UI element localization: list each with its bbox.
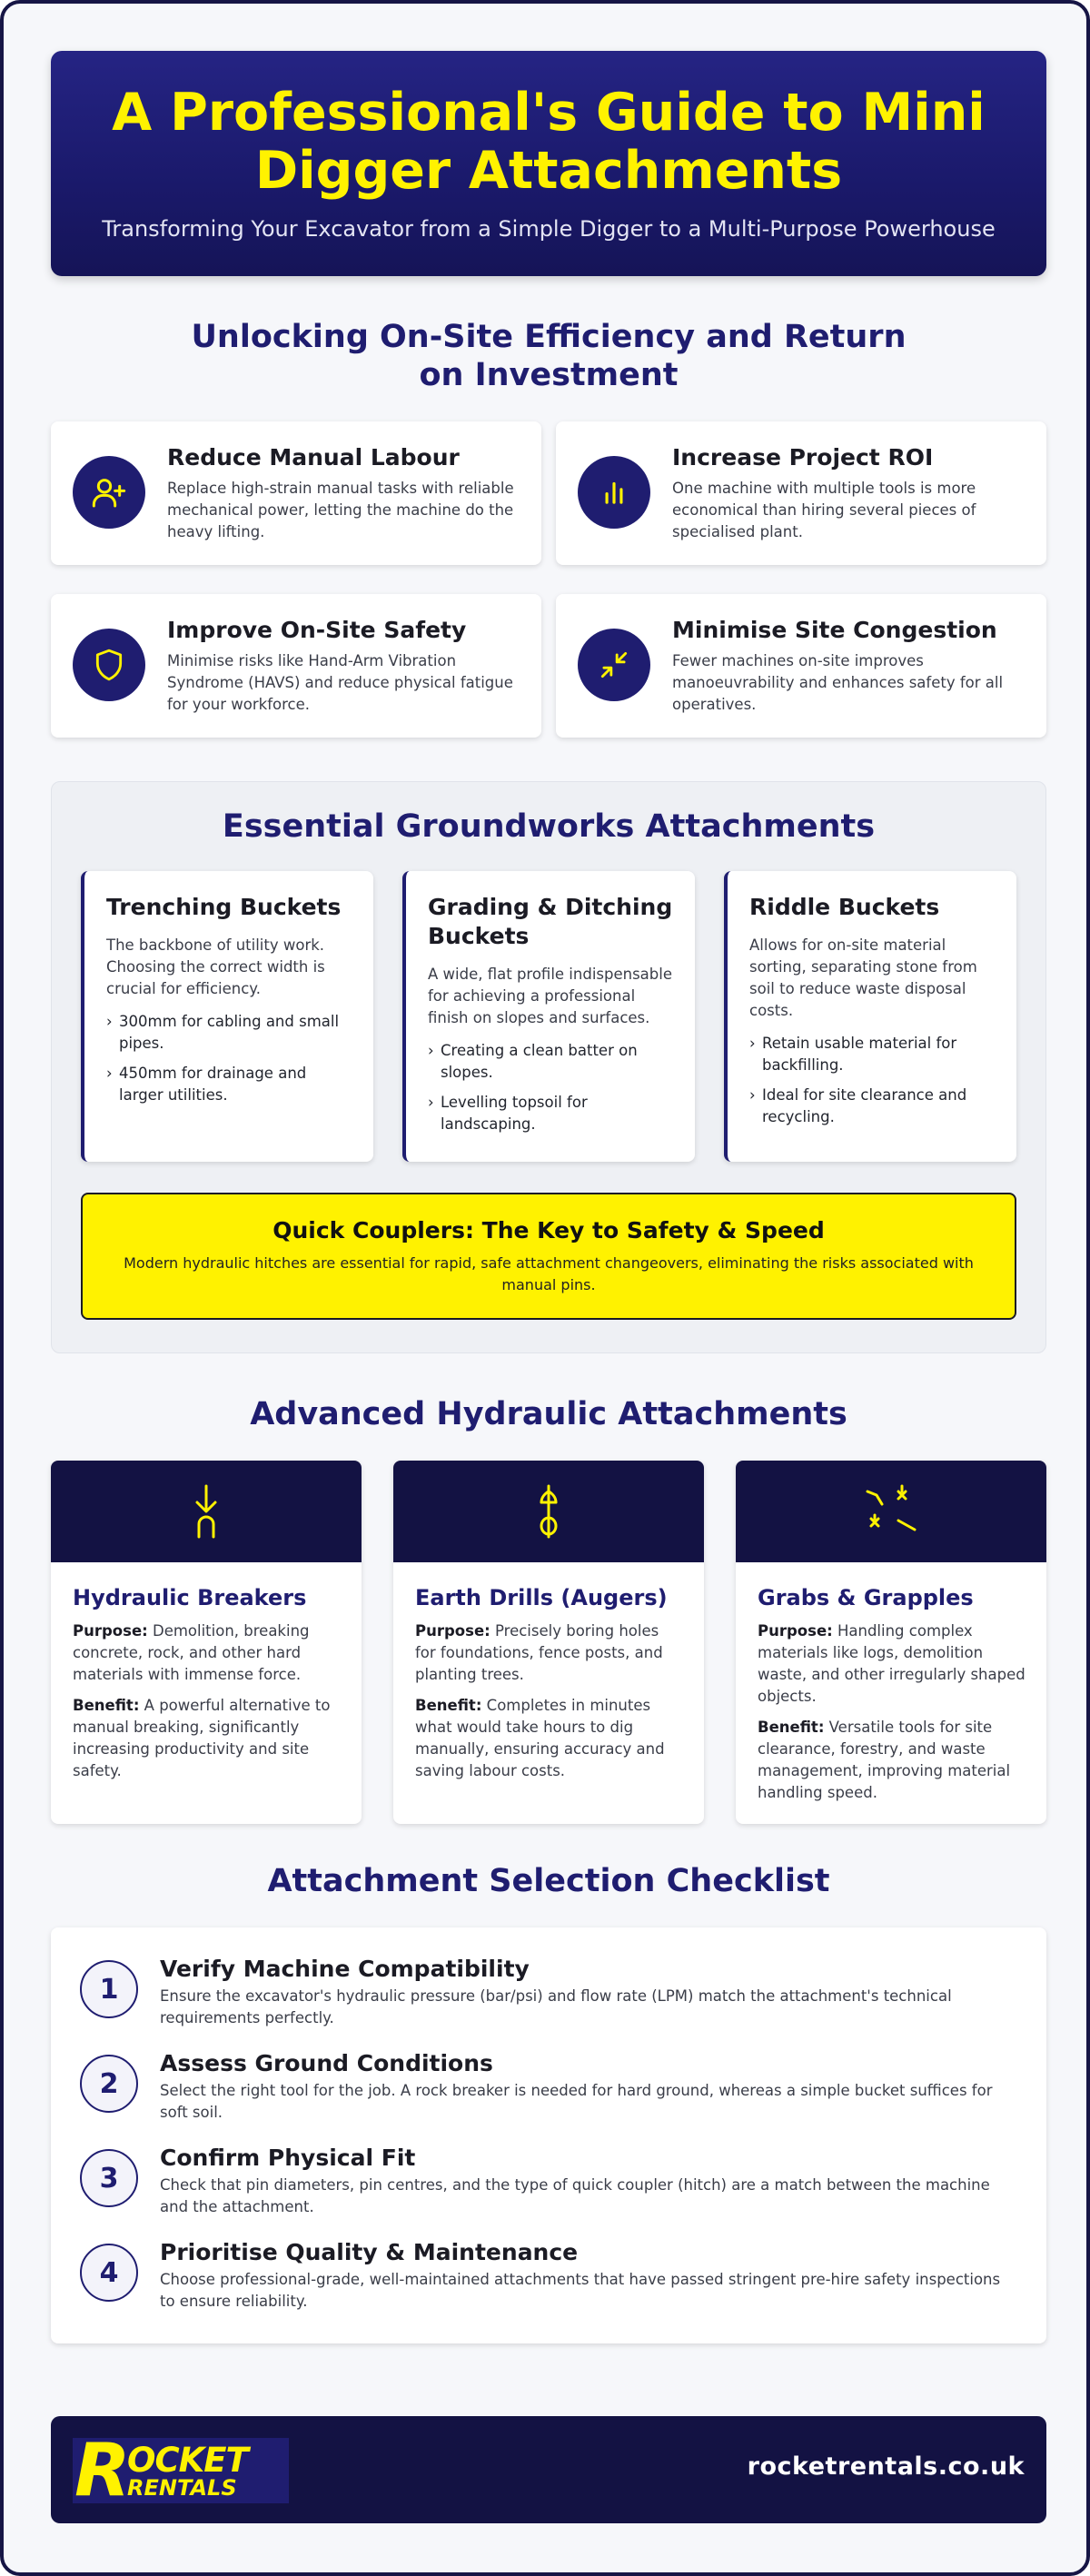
hydraulic-title: Advanced Hydraulic Attachments	[250, 1396, 847, 1432]
list-item: › Retain usable material for backfilling.	[749, 1033, 995, 1076]
benefit-label: Benefit:	[758, 1719, 825, 1736]
grapple-icon	[862, 1482, 920, 1541]
checklist-card	[51, 1927, 1046, 2343]
step-number: 1	[80, 1960, 138, 2018]
purpose-label: Purpose:	[758, 1622, 833, 1640]
groundworks-card-text: The backbone of utility work. Choosing the correct width is crucial for efficiency.	[106, 936, 325, 997]
checklist-item-text: Choose professional-grade, well-maintained attachments that have passed stringent pre-hire safety inspections to ensure reliability.	[160, 2271, 1001, 2310]
groundworks-card-trenching	[81, 871, 373, 1162]
groundworks-card-points	[428, 1040, 673, 1135]
page-title: A Professional's Guide to Mini Digger Attachments	[112, 83, 986, 201]
website-link[interactable]: rocketrentals.co.uk	[747, 2452, 1025, 2481]
step-number: 3	[80, 2149, 138, 2207]
callout-title: Quick Couplers: The Key to Safety & Speed	[272, 1217, 825, 1243]
benefit-card-congestion	[556, 594, 1046, 738]
hydraulic-card-drills	[393, 1461, 704, 1824]
checklist-item-text: Ensure the excavator's hydraulic pressure (bar/psi) and flow rate (LPM) match the attachment's technical requirements perfectly.	[160, 1987, 952, 2026]
step-number: 4	[80, 2244, 138, 2302]
purpose-text: Handling complex materials like logs, demolition waste, and other irregularly shaped objects.	[758, 1622, 1026, 1705]
hydraulic-card-title: Earth Drills (Augers)	[415, 1585, 668, 1610]
checklist-item-title: Assess Ground Conditions	[160, 2050, 493, 2076]
page-subtitle: Transforming Your Excavator from a Simple Digger to a Multi-Purpose Powerhouse	[102, 216, 996, 242]
hydraulic-card-header	[736, 1461, 1046, 1562]
bar-chart-icon	[578, 456, 650, 529]
logo-r: R	[74, 2428, 131, 2512]
groundworks-card-title: Riddle Buckets	[749, 894, 940, 920]
hydraulic-purpose	[415, 1620, 684, 1686]
checklist-item	[80, 1955, 1017, 2049]
hydraulic-card-header	[51, 1461, 362, 1562]
purpose-label: Purpose:	[415, 1622, 490, 1640]
benefit-text: Replace high-strain manual tasks with reliable mechanical power, letting the machine do the heavy lifting.	[167, 480, 514, 540]
hydraulic-card-breakers	[51, 1461, 362, 1824]
list-item: › 300mm for cabling and small pipes.	[106, 1011, 352, 1055]
purpose-text: Precisely boring holes for foundations, fence posts, and planting trees.	[415, 1622, 663, 1683]
benefit-card-roi	[556, 421, 1046, 565]
groundworks-card-grading	[402, 871, 695, 1162]
hydraulic-benefit	[415, 1695, 684, 1782]
user-plus-icon	[73, 456, 145, 529]
hydraulic-card-grabs	[736, 1461, 1046, 1824]
checklist-item	[80, 2238, 1017, 2333]
list-item: › Levelling topsoil for landscaping.	[428, 1092, 673, 1135]
hydraulic-purpose	[758, 1620, 1026, 1708]
logo-ocket: OCKET	[127, 2441, 248, 2480]
minimize-icon	[578, 629, 650, 701]
checklist-item	[80, 2144, 1017, 2238]
groundworks-title: Essential Groundworks Attachments	[222, 808, 876, 845]
hydraulic-section	[51, 1395, 1046, 1824]
hydraulic-benefit	[758, 1717, 1026, 1804]
list-item: › Creating a clean batter on slopes.	[428, 1040, 673, 1084]
groundworks-card-title: Trenching Buckets	[106, 894, 342, 920]
benefit-text: A powerful alternative to manual breaking, significantly increasing productivity and site safety.	[73, 1697, 331, 1779]
checklist-item-title: Prioritise Quality & Maintenance	[160, 2239, 579, 2265]
checklist-item-title: Verify Machine Compatibility	[160, 1956, 530, 1982]
benefit-title: Reduce Manual Labour	[167, 444, 460, 471]
checklist-item-text: Select the right tool for the job. A rock breaker is needed for hard ground, whereas a simple bucket suffices for soft soil.	[160, 2082, 993, 2121]
hydraulic-card-title: Hydraulic Breakers	[73, 1585, 307, 1610]
rocket-rentals-logo[interactable]	[73, 2428, 289, 2512]
benefit-text: Versatile tools for site clearance, forestry, and waste management, improving material handling speed.	[758, 1719, 1011, 1801]
benefit-title: Minimise Site Congestion	[672, 617, 997, 643]
purpose-label: Purpose:	[73, 1622, 148, 1640]
benefit-title: Improve On-Site Safety	[167, 617, 467, 643]
checklist-title: Attachment Selection Checklist	[267, 1863, 830, 1899]
hydraulic-purpose	[73, 1620, 342, 1686]
shield-icon	[73, 629, 145, 701]
benefit-title: Increase Project ROI	[672, 444, 934, 471]
step-number: 2	[80, 2055, 138, 2113]
checklist-section	[51, 1862, 1046, 2343]
footer	[51, 2416, 1046, 2523]
checklist-item-title: Confirm Physical Fit	[160, 2145, 416, 2171]
auger-icon	[529, 1482, 569, 1541]
groundworks-card-points	[749, 1033, 995, 1128]
checklist-item-text: Check that pin diameters, pin centres, and the type of quick coupler (hitch) are a match between the machine and the attachment.	[160, 2176, 990, 2215]
page-content	[51, 51, 1046, 2523]
groundworks-card-riddle	[724, 871, 1016, 1162]
checklist-item	[80, 2049, 1017, 2144]
benefit-text: One machine with multiple tools is more economical than hiring several pieces of specialised plant.	[672, 480, 976, 540]
groundworks-card-title: Grading & Ditching Buckets	[428, 894, 673, 949]
benefit-card-labour	[51, 421, 541, 565]
efficiency-title: Unlocking On-Site Efficiency and Return on Investment	[191, 319, 907, 393]
hydraulic-card-header	[393, 1461, 704, 1562]
benefit-text: Fewer machines on-site improves manoeuvrability and enhances safety for all operatives.	[672, 652, 1004, 713]
logo-rentals: RENTALS	[127, 2475, 237, 2501]
callout-text: Modern hydraulic hitches are essential for rapid, safe attachment changeovers, eliminating the risks associated with manual pins.	[124, 1254, 974, 1293]
benefit-text: Minimise risks like Hand-Arm Vibration Syndrome (HAVS) and reduce physical fatigue for your workforce.	[167, 652, 513, 713]
list-item: › 450mm for drainage and larger utilities.	[106, 1063, 352, 1106]
groundworks-card-text: Allows for on-site material sorting, separating stone from soil to reduce waste disposal costs.	[749, 936, 977, 1019]
list-item: › Ideal for site clearance and recycling.	[749, 1085, 995, 1128]
groundworks-section	[51, 781, 1046, 1353]
quick-coupler-callout	[81, 1193, 1016, 1320]
benefit-label: Benefit:	[73, 1697, 140, 1714]
hero-header	[51, 51, 1046, 276]
groundworks-card-text: A wide, flat profile indispensable for achieving a professional finish on slopes and surfaces.	[428, 966, 673, 1026]
purpose-text: Demolition, breaking concrete, rock, and other hard materials with immense force.	[73, 1622, 310, 1683]
hydraulic-benefit	[73, 1695, 342, 1782]
groundworks-card-points	[106, 1011, 352, 1106]
benefit-card-safety	[51, 594, 541, 738]
efficiency-section	[51, 318, 1046, 738]
hydraulic-card-title: Grabs & Grapples	[758, 1585, 974, 1610]
breaker-icon	[186, 1482, 226, 1541]
benefit-text: Completes in minutes what would take hours to dig manually, ensuring accuracy and saving labour costs.	[415, 1697, 665, 1779]
benefit-label: Benefit:	[415, 1697, 482, 1714]
